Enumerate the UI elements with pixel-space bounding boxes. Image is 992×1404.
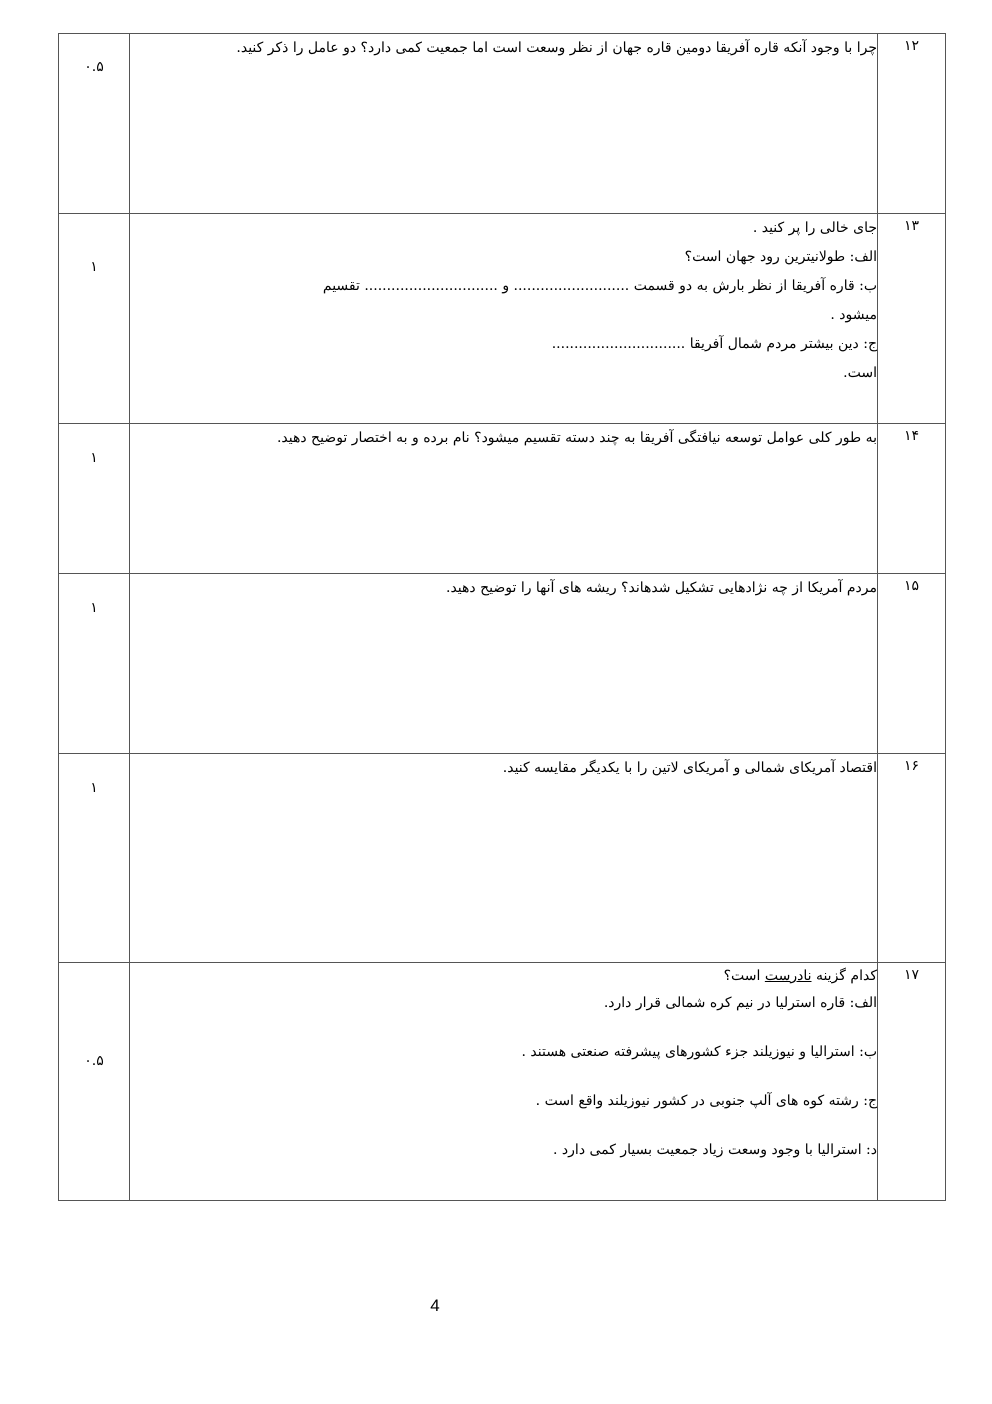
question-text	[130, 574, 878, 754]
blank-field[interactable]: ..........................	[513, 278, 630, 294]
question-line: چرا با وجود آنکه قاره آفریقا دومین قاره جهان از نظر وسعت است اما جمعیت کمی دارد؟ دو عامل را ذکر کنید.	[236, 40, 877, 56]
blank-field[interactable]: ..............................	[364, 278, 498, 294]
question-number: ۱۲	[878, 34, 946, 214]
question-score: ۱	[59, 574, 130, 754]
exam-questions-table	[58, 33, 946, 1201]
option-c: ج: رشته کوه های آلپ جنوبی در کشور نیوزیلند واقع است .	[535, 1093, 877, 1109]
question-title: جای خالی را پر کنید .	[752, 220, 877, 236]
question-text	[130, 754, 878, 963]
question-row-15	[59, 574, 946, 754]
question-row-13	[59, 214, 946, 424]
page-number: 4	[430, 1296, 440, 1315]
underlined-word: نادرست	[764, 968, 812, 984]
question-text	[130, 34, 878, 214]
question-line: به طور کلی عوامل توسعه نیافتگی آفریقا به چند دسته تقسیم میشود؟ نام برده و به اختصار توضیح دهید.	[276, 430, 877, 446]
item-a: الف: طولانیترین رود جهان است؟	[684, 249, 877, 265]
question-score: ۰.۵	[59, 963, 130, 1201]
option-b: ب: استرالیا و نیوزیلند جزء کشورهای پیشرفته صنعتی هستند .	[521, 1044, 877, 1060]
question-row-14	[59, 424, 946, 574]
item-b-continued: میشود .	[830, 307, 877, 323]
question-score: ۱	[59, 214, 130, 424]
question-row-12	[59, 34, 946, 214]
question-row-16	[59, 754, 946, 963]
item-c-continued: است.	[843, 365, 877, 381]
question-number: ۱۷	[878, 963, 946, 1201]
item-c: ج: دین بیشتر مردم شمال آفریقا ..............................	[551, 336, 877, 352]
option-a: الف: قاره استرلیا در نیم کره شمالی قرار دارد.	[603, 995, 877, 1011]
option-d: د: استرالیا با وجود وسعت زیاد جمعیت بسیار کمی دارد .	[553, 1142, 877, 1158]
blank-field[interactable]: ..............................	[551, 336, 686, 352]
question-line: مردم آمریکا از چه نژادهایی تشکیل شدهاند؟ ریشه های آنها را توضیح دهید.	[446, 580, 877, 596]
question-text	[130, 214, 878, 424]
question-score: ۱	[59, 754, 130, 963]
question-number: ۱۴	[878, 424, 946, 574]
question-score: ۰.۵	[59, 34, 130, 214]
question-line: اقتصاد آمریکای شمالی و آمریکای لاتین را با یکدیگر مقایسه کنید.	[502, 760, 877, 776]
question-number: ۱۶	[878, 754, 946, 963]
question-row-17	[59, 963, 946, 1201]
question-text	[130, 963, 878, 1201]
question-number: ۱۵	[878, 574, 946, 754]
item-b: ب: قاره آفریقا از نظر بارش به دو قسمت .......................... و .............................. تقسیم	[322, 278, 877, 294]
question-text	[130, 424, 878, 574]
question-number: ۱۳	[878, 214, 946, 424]
question-score: ۱	[59, 424, 130, 574]
question-title: کدام گزینه نادرست است؟	[723, 968, 877, 984]
